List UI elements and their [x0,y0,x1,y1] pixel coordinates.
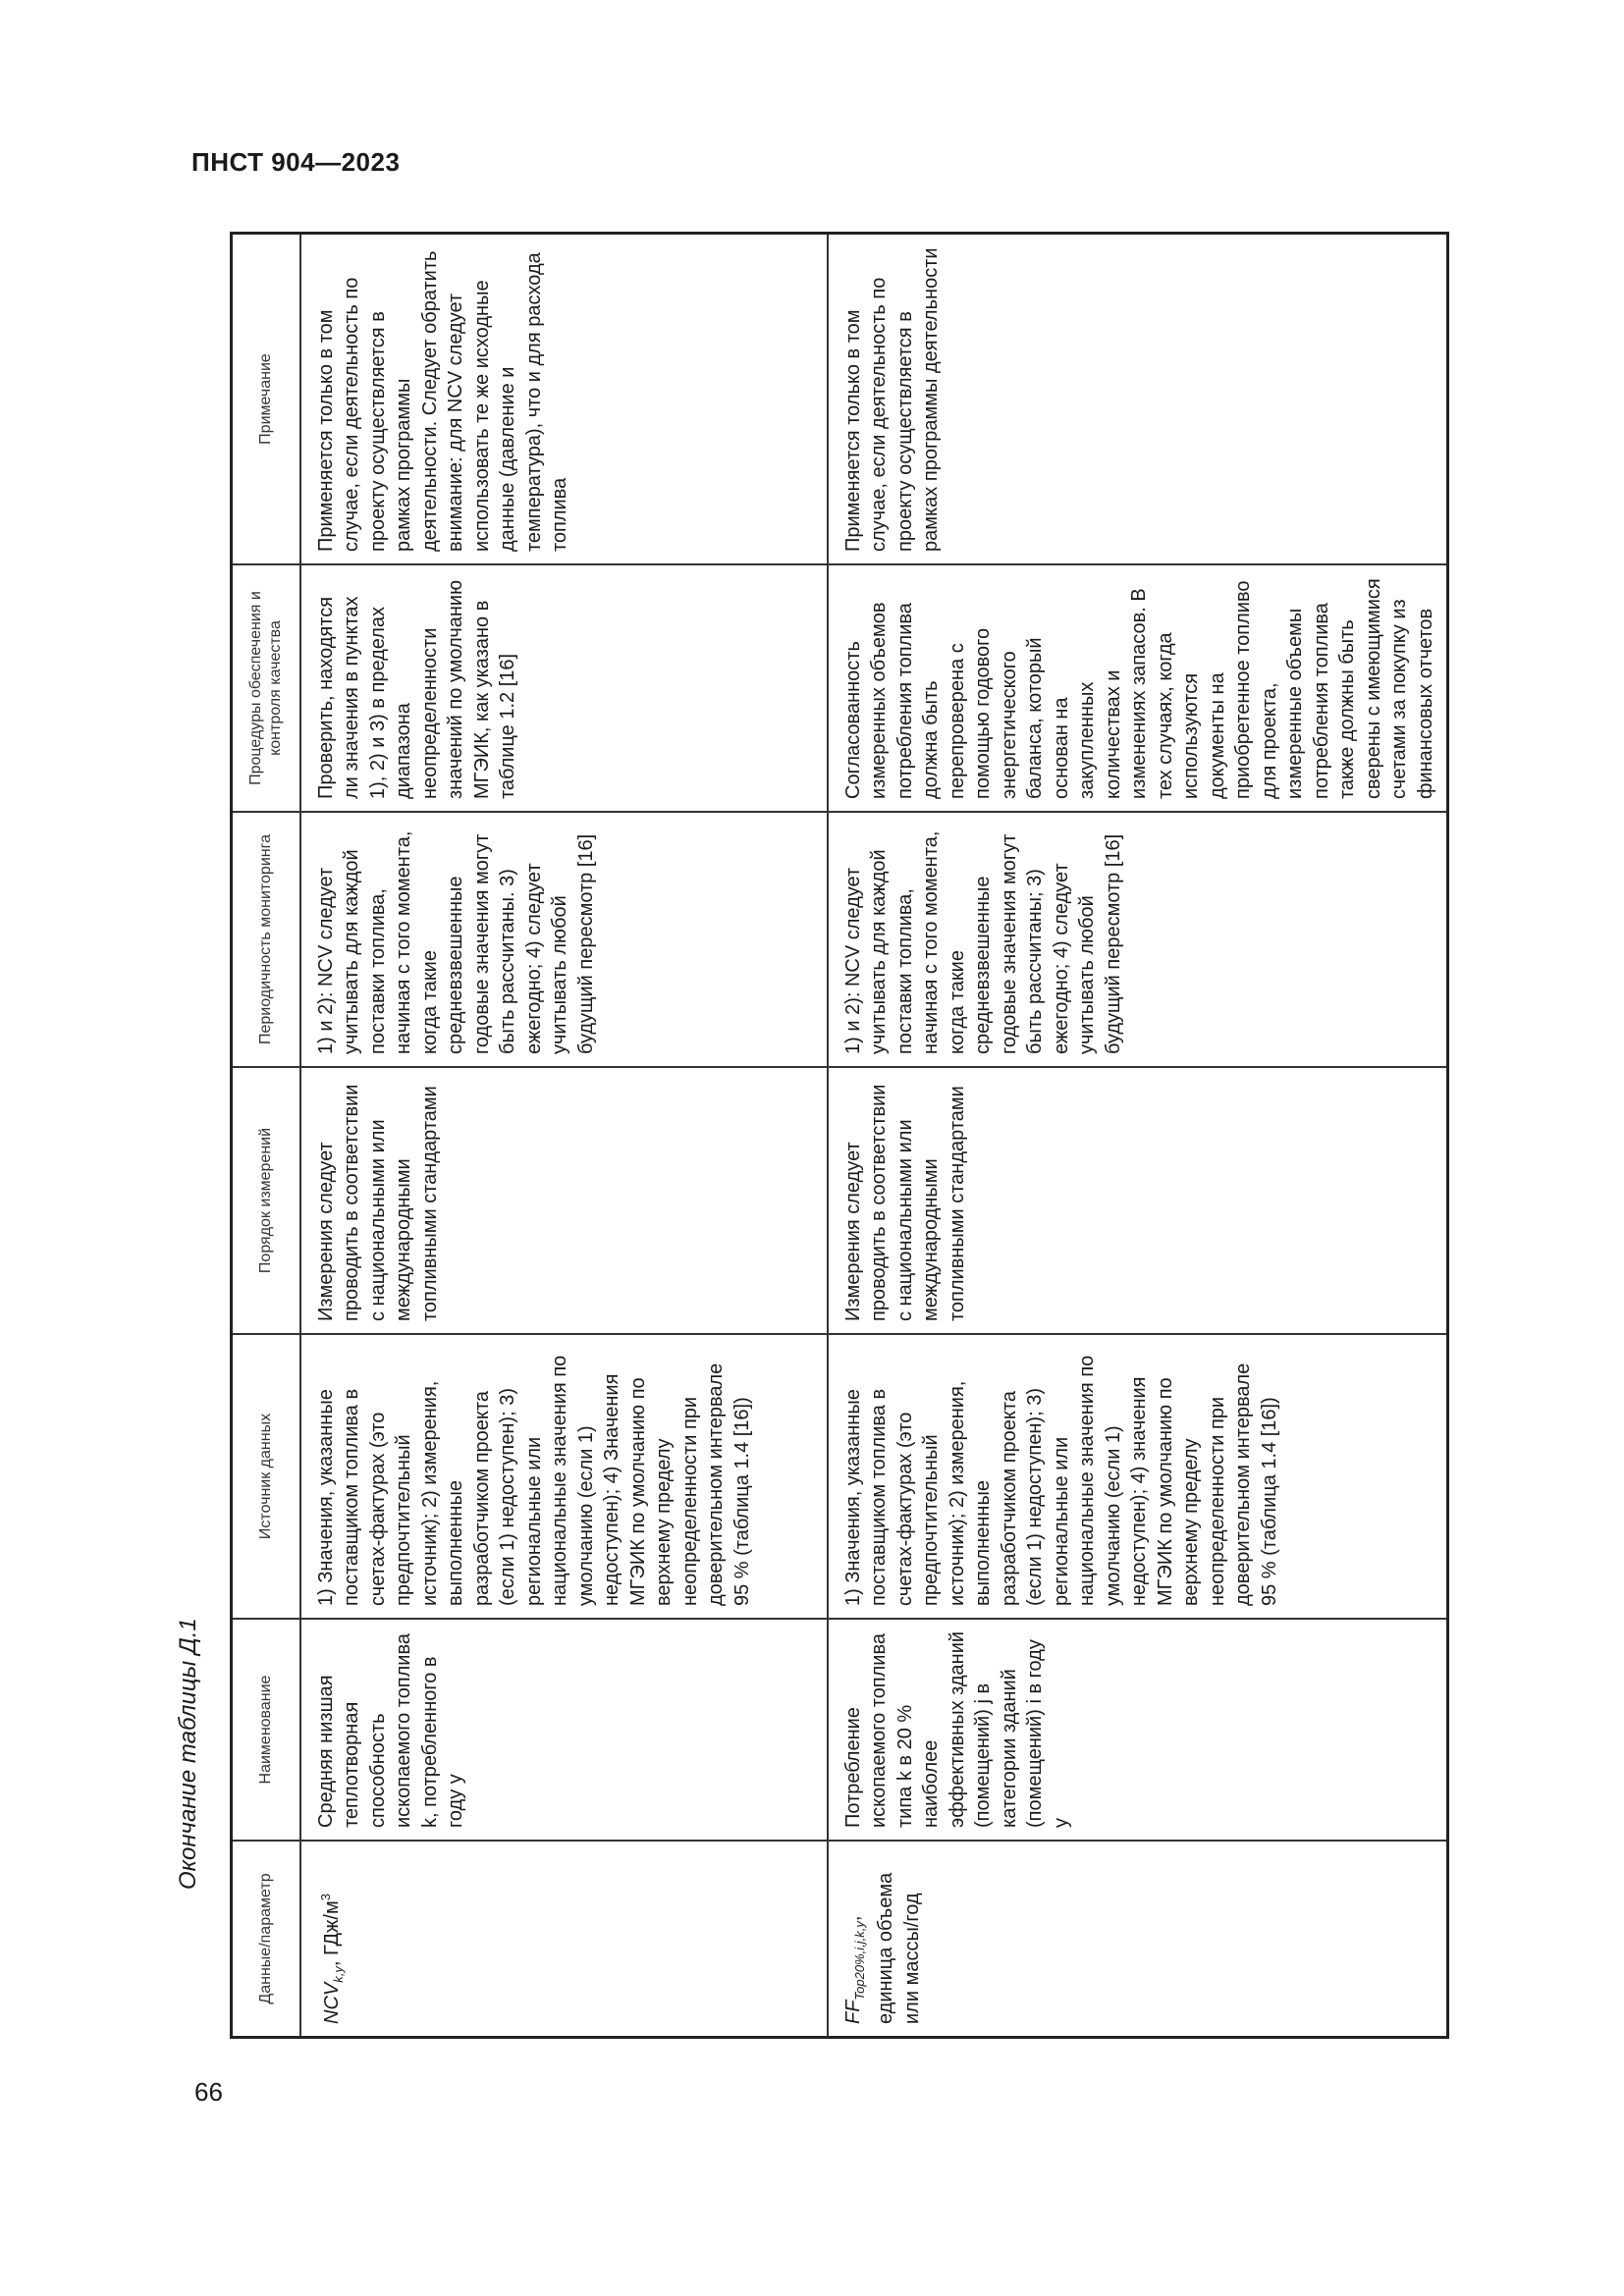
table-row [829,235,1447,2036]
header-note: Примечание [256,353,274,445]
note-cell: Применяется только в том случае, если деятельность по проекту осуществляется в рамках программы деятельности. Следует обратить внимание: для NCV следует использовать те же исходные данные (давление и температура), что и для расхода топлива [314,250,571,552]
header-qa: Процедуры обеспечения и контроля качества [233,563,299,811]
header-frequency: Периодичность мониторинга [233,811,299,1066]
note-cell: Применяется только в том случае, если деятельность по проекту осуществляется в рамках программы деятельности [841,247,942,552]
document-code: ПНСТ 904—2023 [191,147,401,177]
param-unit: , единица объема или массы/год [841,1872,923,2024]
page-number: 66 [194,2077,223,2107]
param-symbol: NCV [320,1982,343,2024]
param-unit: , ГДж/м [320,1900,343,1967]
table-row [301,235,829,2036]
source-cell: 1) Значения, указанные поставщиком топлива в счетах-фактурах (это предпочтительный источник); 2) измерения, выполненные разработчиком проекта (если 1) недоступен); 3) региональные или национальные значения по умолчанию (если 1) недоступен); 4) значения МГЭИК по умолчанию по верхнему пределу неопределенности при доверительном интервале 95 % (таблица 1.4 [16]) [829,1333,1447,1618]
header-name: Наименование [233,1618,299,1840]
table-header-row [233,235,301,2036]
param-cell [301,1840,827,2036]
data-table [230,232,1449,2039]
header-param: Данные/параметр [233,1840,299,2036]
header-procedure: Порядок измерений [233,1066,299,1333]
param-unit-sup: 3 [317,1894,333,1901]
param-cell [829,1840,1447,2036]
frequency-cell: 1) и 2): NCV следует учитывать для каждой поставки топлива, начиная с того момента, когда такие средневзвешенные годовые значения могут быть рассчитаны. 3) ежегодно; 4) следует учитывать любой будущий пересмотр [16] [301,811,827,1066]
name-cell: Средняя низшая теплотворная способность ископаемого топлива k, потребленного в году y [301,1618,827,1840]
param-symbol: FF [841,2000,864,2024]
table-caption: Окончание таблицы Д.1 [175,1618,201,1890]
header-source: Источник данных [233,1333,299,1618]
qa-cell: Проверить, находятся ли значения в пунктах 1), 2) и 3) в пределах диапазона неопределенности значений по умолчанию МГЭИК, как указано в таблице 1.2 [16] [301,563,827,811]
procedure-cell: Измерения следует проводить в соответствии с национальными или международными топливными стандартами [301,1066,827,1333]
source-cell: 1) Значения, указанные поставщиком топлива в счетах-фактурах (это предпочтительный источник); 2) измерения, выполненные разработчиком проекта (если 1) недоступен); 3) региональные или национальные значения по умолчанию (если 1) недоступен); 4) Значения МГЭИК по умолчанию по верхнему пределу неопределенности при доверительном интервале 95 % (таблица 1.4 [16]) [301,1333,827,1618]
qa-cell: Согласованность измеренных объемов потребления топлива должна быть перепроверена с помощью годового энергетического баланса, который основан на закупленных количествах и изменениях запасов. В тех случаях, когда используются документы на приобретенное топливо для проекта, измеренные объемы потребления топлива также должны быть сверены с имеющимися счетами за покупку из финансовых отчетов [829,563,1447,811]
param-subscript: k,y [330,1966,346,1983]
param-subscript: Top20%,i,j,k,y [851,1921,867,2001]
frequency-cell: 1) и 2): NCV следует учитывать для каждой поставки топлива, начиная с того момента, когда такие средневзвешенные годовые значения могут быть рассчитаны; 3) ежегодно; 4) следует учитывать любой будущий пересмотр [16] [829,811,1447,1066]
name-cell: Потребление ископаемого топлива типа k в 20 % наиболее эффективных зданий (помещений) j в категории зданий (помещений) i в году y [829,1618,1447,1840]
procedure-cell: Измерения следует проводить в соответствии с национальными или международными топливными стандартами [829,1066,1447,1333]
